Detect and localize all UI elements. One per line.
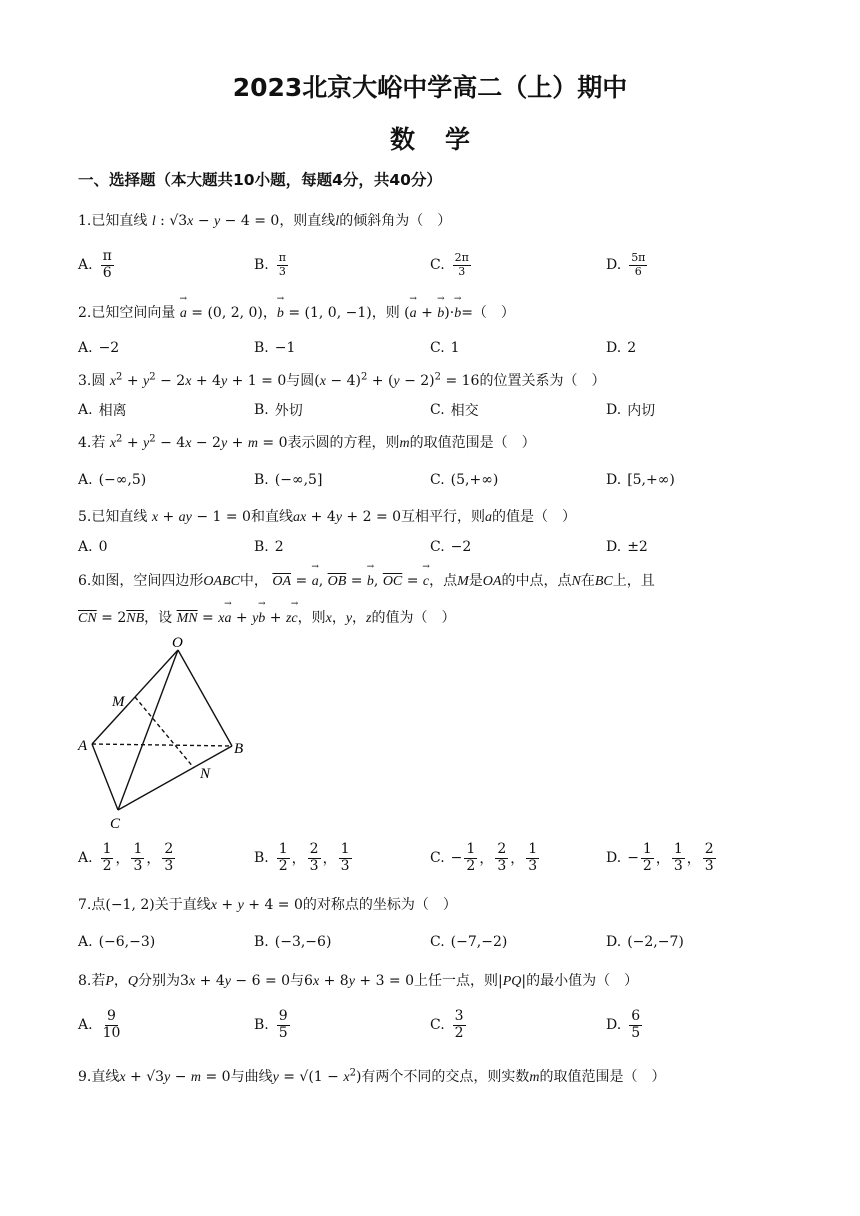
q8-option-d[interactable]: D. $\frac{6}{5}$ [606, 1008, 641, 1041]
q5-option-b[interactable]: B. 2 [254, 539, 284, 555]
q3-options [78, 390, 798, 430]
question-8: 8.若P，Q分别为3x + 4y − 6 = 0与6x + 8y + 3 = 0上任一点，则|PQ|的最小值为（ ） [78, 973, 639, 989]
edge-ac [92, 744, 118, 810]
q8-option-c[interactable]: C. $\frac{3}{2}$ [430, 1008, 464, 1041]
q1-option-c[interactable]: C. $\frac{2\pi}{3}$ [430, 251, 469, 278]
question-3: 3.圆 $x^2 + y^2 - 2x + 4y + 1 = 0$与圆$(x - 4)^2 + (y - 2)^2 = 16$的位置关系为（ ） [78, 371, 606, 389]
q7-option-b[interactable]: B. (−3,−6) [254, 934, 332, 950]
q2-vector-a: → a = (0, 2, 0) [180, 305, 263, 321]
q2-vector-b: → b = (1, 0, −1) [277, 305, 372, 321]
q1-option-b[interactable]: B. $\frac{\pi}{3}$ [254, 251, 286, 278]
q9-line: x + √3y − m = 0 [119, 1069, 231, 1085]
q7-line: x + y + 4 = 0 [210, 897, 303, 913]
label-a: A [78, 738, 88, 754]
q1-formula: l : √3x − y − 4 = 0 [151, 213, 280, 229]
q3-option-c[interactable]: C. 相交 [430, 402, 479, 419]
q3-circle-2: $(x - 4)^2 + (y - 2)^2 = 16$ [314, 371, 480, 389]
q1-option-a[interactable]: A. $\frac{\pi}{6}$ [78, 248, 112, 281]
q8-line-2: 6x + 8y + 3 = 0 [304, 973, 415, 989]
q3-option-b[interactable]: B. 外切 [254, 402, 303, 419]
q8-options [78, 1005, 798, 1045]
page-title: 2023北京大峪中学高二（上）期中 [232, 73, 628, 102]
q1-option-d[interactable]: D. $\frac{5\pi}{6}$ [606, 251, 646, 278]
q7-point: (−1, 2) [105, 897, 155, 913]
q8-option-a[interactable]: A. $\frac{9}{10}$ [78, 1008, 121, 1041]
q6-option-d[interactable]: D. − $\frac{1}{2}$ ， $\frac{1}{3}$ ， $\frac{2}{3}$ [606, 841, 714, 874]
question-7: 7.点(−1, 2)关于直线x + y + 4 = 0的对称点的坐标为（ ） [78, 897, 457, 913]
subject-title: 数学 [389, 125, 500, 154]
q6-option-c[interactable]: C. − $\frac{1}{2}$ ， $\frac{2}{3}$ ， $\frac{1}{3}$ [430, 841, 538, 874]
q2-expression: (→ a + → b)·→ b [404, 305, 461, 321]
edge-cb [118, 746, 232, 810]
q7-option-d[interactable]: D. (−2,−7) [606, 934, 684, 950]
q6-option-b[interactable]: B. $\frac{1}{2}$ ， $\frac{2}{3}$ ， $\frac{1}{3}$ [254, 841, 350, 874]
q6-vectors: $\overline{OA}$ = → a, $\overline{OB}$ = → b, $\overline{OC}$ = → c [272, 573, 429, 589]
q3-circle-1: $x^2 + y^2 - 2x + 4y + 1 = 0$ [109, 371, 287, 389]
q5-line-1: x + ay − 1 = 0 [151, 509, 251, 525]
q3-option-a[interactable]: A. 相离 [78, 402, 127, 419]
q5-option-a[interactable]: A. 0 [78, 539, 108, 555]
edge-ab-hidden [92, 744, 232, 746]
question-6: 6.如图，空间四边形OABC中， $\overline{OA}$ = → a, $\overline{OB}$ = → b, $\overline{OC}$ = → c，点M是OA的中点，点N在BC上，且 [78, 570, 655, 590]
q5-options [78, 527, 798, 567]
q4-option-a[interactable]: A. (−∞,5) [78, 472, 147, 488]
question-4: 4.若 $x^2 + y^2 - 4x - 2y + m = 0$表示圆的方程，则m的取值范围是（ ） [78, 433, 536, 451]
q7-option-a[interactable]: A. (−6,−3) [78, 934, 156, 950]
q2-option-c[interactable]: C. 1 [430, 340, 460, 356]
q8-option-b[interactable]: B. $\frac{9}{5}$ [254, 1008, 288, 1041]
q6-condition: $\overline{CN} = 2\overline{NB}$ [78, 610, 145, 626]
q5-option-c[interactable]: C. −2 [430, 539, 472, 555]
edge-ob [178, 650, 232, 746]
tetrahedron-figure [70, 632, 270, 832]
question-2: 2.已知空间向量 → a = (0, 2, 0)，→ b = (1, 0, −1)，则 (→ a + → b)·→ b=（ ） [78, 302, 515, 322]
q4-option-b[interactable]: B. (−∞,5] [254, 472, 323, 488]
label-n: N [200, 766, 211, 782]
q5-option-d[interactable]: D. ±2 [606, 539, 648, 555]
q4-equation: $x^2 + y^2 - 4x - 2y + m = 0$ [109, 433, 288, 451]
q3-option-d[interactable]: D. 内切 [606, 402, 656, 419]
q7-option-c[interactable]: C. (−7,−2) [430, 934, 508, 950]
q5-line-2: ax + 4y + 2 = 0 [292, 509, 402, 525]
q8-line-1: 3x + 4y − 6 = 0 [180, 973, 291, 989]
question-5: 5.已知直线 x + ay − 1 = 0和直线ax + 4y + 2 = 0互相平行，则a的值是（ ） [78, 509, 577, 525]
q2-option-b[interactable]: B. −1 [254, 340, 296, 356]
q2-option-a[interactable]: A. −2 [78, 340, 120, 356]
q6-option-a[interactable]: A. $\frac{1}{2}$ ， $\frac{1}{3}$ ， $\frac{2}{3}$ [78, 841, 174, 874]
q4-option-c[interactable]: C. (5,+∞) [430, 472, 499, 488]
question-6-line-2: $\overline{CN} = 2\overline{NB}$，设 $\overline{MN} = x\to a + y\to b + z\to c$，则x，y，z的值为（ ） [78, 607, 456, 627]
label-c: C [110, 816, 121, 832]
q8-distance: |PQ| [498, 973, 527, 989]
q1-options [78, 245, 798, 285]
label-m: M [112, 694, 125, 710]
q2-options [78, 328, 798, 368]
edge-oc [118, 650, 178, 810]
label-b: B [234, 741, 244, 757]
q7-options [78, 922, 798, 962]
q2-option-d[interactable]: D. 2 [606, 340, 637, 356]
q4-option-d[interactable]: D. [5,+∞) [606, 472, 675, 488]
q6-options [78, 838, 798, 878]
q4-options [78, 460, 798, 500]
q6-decomposition: $\overline{MN} = x\to a + y\to b + z\to c$ [177, 610, 298, 626]
question-1: 1.已知直线 l : √3x − y − 4 = 0，则直线l的倾斜角为（ ） [78, 213, 452, 229]
section-heading: 一、选择题（本大题共10小题，每题4分，共40分） [78, 171, 442, 189]
question-9: 9.直线x + √3y − m = 0与曲线$y = √(1 - x^2)$有两个不同的交点，则实数m的取值范围是（ ） [78, 1067, 666, 1085]
segment-mn [135, 697, 194, 768]
q9-curve: $y = √(1 - x^2)$ [272, 1067, 362, 1085]
label-o: O [172, 635, 183, 651]
